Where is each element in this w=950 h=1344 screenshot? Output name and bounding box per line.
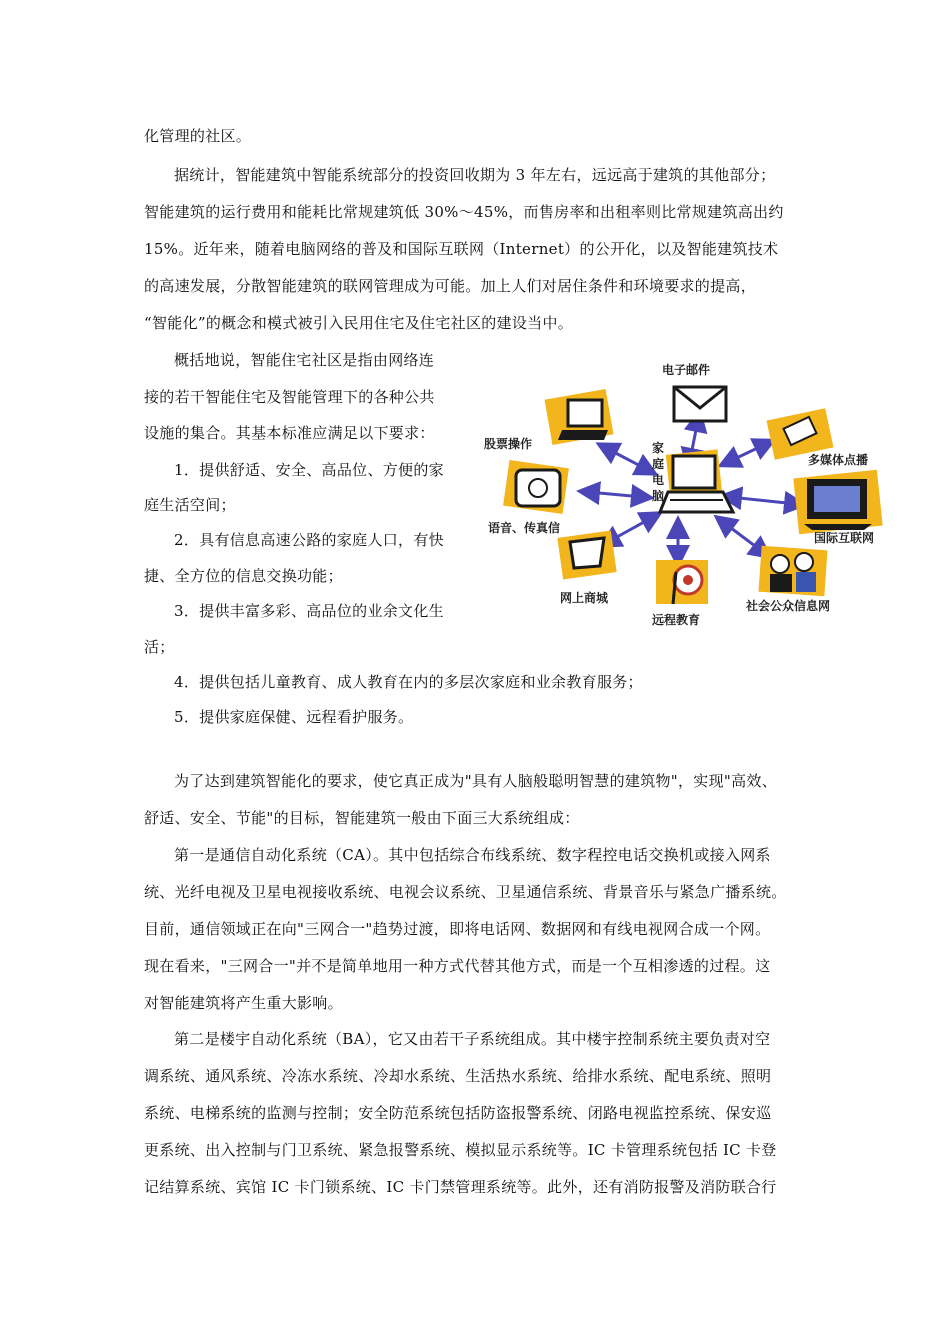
text-line: 据统计，智能建筑中智能系统部分的投资回收期为 3 年左右，远远高于建筑的其他部分；	[174, 166, 776, 184]
text-line: 系统、电梯系统的监测与控制；安全防范系统包括防盗报警系统、闭路电视监控系统、保安巡	[144, 1104, 772, 1122]
home-network-diagram	[478, 352, 898, 642]
node-label-shop: 网上商城	[560, 591, 609, 605]
text-line: 统、光纤电视及卫星电视接收系统、电视会议系统、卫星通信系统、背景音乐与紧急广播系统。	[144, 883, 787, 901]
text-line: 接的若干智能住宅及智能管理下的各种公共	[144, 388, 435, 406]
online-shop-icon	[557, 530, 616, 579]
center-char-1: 家	[652, 441, 665, 455]
node-label-stock: 股票操作	[484, 437, 533, 451]
text-line: “智能化”的概念和模式被引入民用住宅及住宅社区的建设当中。	[144, 314, 574, 332]
node-label-email: 电子邮件	[662, 363, 711, 377]
text-line: 智能建筑的运行费用和能耗比常规建筑低 30%～45%，而售房率和出租率则比常规建筑高出约	[144, 203, 784, 221]
center-char-4: 脑	[652, 489, 665, 503]
node-label-edu: 远程教育	[652, 613, 701, 627]
text-line: 调系统、通风系统、冷冻水系统、冷却水系统、生活热水系统、给排水系统、配电系统、照明	[144, 1067, 772, 1085]
list-item: 1．提供舒适、安全、高品位、方便的家	[174, 461, 444, 479]
text-line: 更系统、出入控制与门卫系统、紧急报警系统、模拟显示系统等。IC 卡管理系统包括 IC 卡登	[144, 1141, 777, 1159]
node-label-internet: 国际互联网	[814, 531, 875, 545]
list-item: 5．提供家庭保健、远程看护服务。	[174, 708, 414, 726]
telephone-fax-icon	[503, 460, 569, 514]
center-char-3: 电	[652, 473, 665, 487]
text-line: 现在看来，"三网合一"并不是简单地用一种方式代替其他方式，而是一个互相渗透的过程。这	[144, 957, 771, 975]
text-line: 第一是通信自动化系统（CA）。其中包括综合布线系统、数字程控电话交换机或接入网系	[174, 846, 771, 864]
list-item: 2．具有信息高速公路的家庭人口，有快	[174, 531, 444, 549]
node-label-media: 多媒体点播	[808, 453, 869, 467]
text-line: 化管理的社区。	[144, 127, 252, 145]
list-item: 4．提供包括儿童教育、成人教育在内的多层次家庭和业余教育服务；	[174, 673, 643, 691]
center-char-2: 庭	[652, 457, 665, 471]
list-item: 3．提供丰富多彩、高品位的业余文化生	[174, 602, 444, 620]
text-line: 概括地说，智能住宅社区是指由网络连	[174, 351, 435, 369]
text-line: 庭生活空间；	[144, 496, 236, 514]
remote-education-icon	[656, 560, 708, 604]
text-line: 设施的集合。其基本标准应满足以下要求：	[144, 424, 435, 442]
text-line: 的高速发展，分散智能建筑的联网管理成为可能。加上人们对居住条件和环境要求的提高，	[144, 277, 757, 295]
text-line: 第二是楼宇自动化系统（BA），它又由若干子系统组成。其中楼宇控制系统主要负责对空	[174, 1030, 771, 1048]
internet-globe-icon	[793, 470, 882, 534]
text-line: 目前，通信领域正在向"三网合一"趋势过渡，即将电话网、数据网和有线电视网合成一个网。	[144, 920, 771, 938]
text-line: 对智能建筑将产生重大影响。	[144, 994, 343, 1012]
text-line: 15%。近年来，随着电脑网络的普及和国际互联网（Internet）的公开化，以及智能建筑技术	[144, 240, 779, 258]
text-line: 活；	[144, 638, 175, 656]
email-envelope-icon	[674, 387, 726, 421]
text-line: 舒适、安全、节能"的目标，智能建筑一般由下面三大系统组成：	[144, 809, 580, 827]
node-label-voice: 语音、传真信	[488, 521, 561, 535]
text-line: 捷、全方位的信息交换功能；	[144, 567, 343, 585]
stock-trading-icon	[544, 389, 613, 445]
public-info-network-icon	[758, 546, 827, 596]
text-line: 记结算系统、宾馆 IC 卡门锁系统、IC 卡门禁管理系统等。此外，还有消防报警及消防联合行	[144, 1178, 777, 1196]
node-label-public: 社会公众信息网	[746, 599, 831, 613]
text-line: 为了达到建筑智能化的要求，使它真正成为"具有人脑般聪明智慧的建筑物"，实现"高效、	[174, 772, 778, 790]
home-computer-icon	[660, 449, 733, 512]
